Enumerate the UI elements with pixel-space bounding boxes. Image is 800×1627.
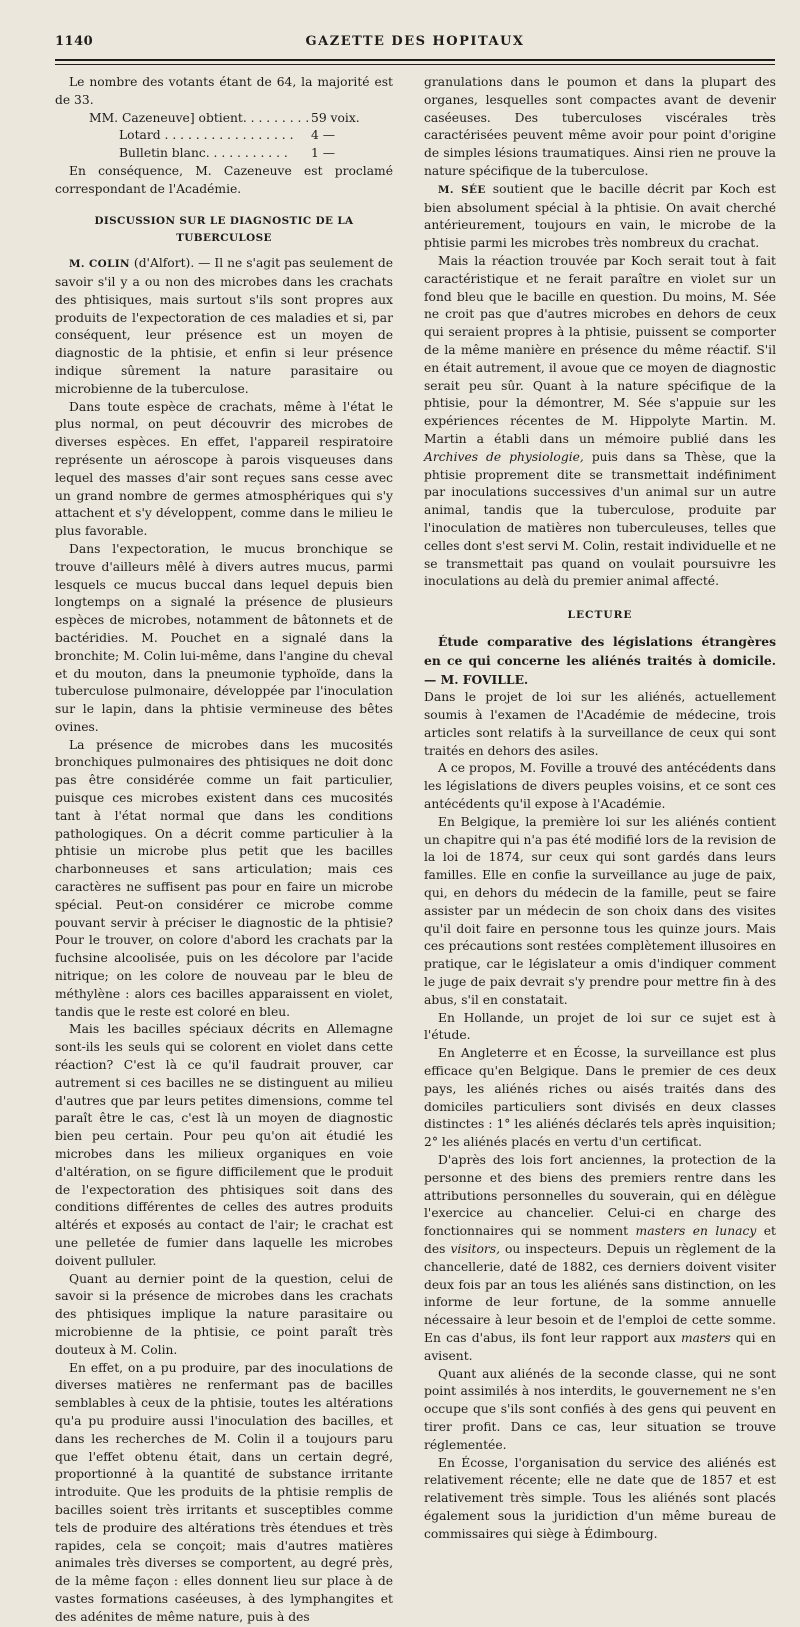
paragraph-text: (d'Alfort). — Il ne s'agit pas seulement de savoir s'il y a ou non des microbes dans les crachats des phtisiques, mais surtout s'ils sont propres aux produits de l'expectoration de ces maladies et si, par conséquent, leur présence est un moyen de diagnostic de la phtisie, et enfin si leur présence indique sûrement la nature parasitaire ou microbienne de la tuberculose. bbox=[55, 256, 393, 396]
page-number: 1140 bbox=[55, 34, 94, 49]
vote-candidate: Bulletin blanc. . . . . . . . . . . bbox=[119, 146, 288, 161]
paragraph-text: ou inspecteurs. Depuis un règlement de la chancellerie, daté de 1882, ces derniers doivent visiter deux fois par an tous les aliénés sans distinction, on les informe de leur fortune, de la somme annuelle nécessaire à leur besoin et de l'emploi de cette somme. En cas d'abus, ils font leur rapport aux bbox=[424, 1242, 776, 1345]
speaker-name: M. COLIN bbox=[69, 258, 130, 271]
paragraph-text: soutient que le bacille décrit par Koch est bien absolument spécial à la phtisie. On avait cherché antérieurement, toujours en vain, le microbe de la phtisie parmi les microbes très nombreux du crachat. bbox=[424, 181, 777, 251]
paragraph: Quant aux aliénés de la seconde classe, qui ne sont point assimilés à nos interdits, le gouvernement ne s'en occupe que s'ils sont confiés à des gens qui peuvent en tirer profit. Dans ce cas, leur situation se trouve réglementée. bbox=[424, 1366, 776, 1452]
paragraph bbox=[424, 1152, 776, 1366]
paragraph: Mais les bacilles spéciaux décrits en Allemagne sont-ils les seuls qui se colorent en violet dans cette réaction? C'est là ce qu'il faudrait prouver, car autrement si ces bacilles ne se distinguent au milieu d'autres que par leurs petites dimensions, comme tel paraît être le cas, c'est là un moyen de diagnostic bien peu certain. Pour peu qu'on ait étudié les microbes dans les milieux organiques en voie d'altération, on se figure difficilement que le produit de l'expectoration des phtisiques soit dans des conditions différentes de celles des autres produits altérés et exposés au contact de l'air; le crachat est une pelletée de fumier dans laquelle les microbes doivent pulluler. bbox=[55, 1022, 393, 1268]
paragraph: Dans toute espèce de crachats, même à l'état le plus normal, on peut découvrir des microbes de diverses espèces. En effet, l'appareil respiratoire représente un aéroscope à parois visqueuses dans lequel des masses d'air sont reçues sans cesse avec un grand nombre de germes atmosphériques qui s'y attachent et s'y développent, comme dans le milieu le plus favorable. bbox=[55, 399, 393, 539]
paragraph-text: et des bbox=[424, 1224, 777, 1256]
paragraph: A ce propos, M. Foville a trouvé des antécédents dans les législations de divers peuples voisins, et ce sont ces antécédents qu'il expose à l'Académie. bbox=[424, 761, 776, 812]
paragraph-text: puis dans sa Thèse, que la phtisie proprement dite se transmettait indéfiniment par inoculations successives d'un animal sur un autre animal, tandis que la tuberculose, produite par l'inoculation de matières non tuberculeuses, telles que celles dont s'est servi M. Colin, restait individuelle et ne se transmettait pas quand on voulait poursuivre les inoculations au delà du premier animal affecté. bbox=[424, 449, 776, 589]
vote-row bbox=[55, 145, 393, 163]
election-result: En conséquence, M. Cazeneuve est proclamé correspondant de l'Académie. bbox=[55, 163, 393, 196]
header-rule-thick bbox=[55, 59, 775, 61]
lecture-heading: LECTURE bbox=[567, 609, 633, 622]
paragraph bbox=[424, 181, 776, 253]
left-column bbox=[55, 74, 393, 1627]
paragraph-text: qui en avisent. bbox=[424, 1330, 776, 1363]
vote-count: 1 — bbox=[311, 146, 336, 161]
vote-count: 59 voix. bbox=[311, 110, 360, 125]
paragraph: Dans l'expectoration, le mucus bronchique se trouve d'ailleurs mêlé à divers autres mucus, parmi lesquels ce mucus buccal dans lequel depuis bien longtemps on a signalé la présence de plusieurs espèces de microbes, notamment de bâtonnets et de bactéridies. M. Pouchet en a signalé dans la bronchite; M. Colin lui-même, dans l'angine du cheval et du mouton, dans la pneumonie typhoïde, dans la tuberculose pulmonaire, développée par l'inoculation sur le lapin, dans la phtisie vermineuse des bêtes ovines. bbox=[55, 541, 393, 734]
paragraph-text: Mais la réaction trouvée par Koch serait tout à fait caractéristique et ne ferait paraître en violet sur un fond bleu que le bacille en question. Du moins, M. Sée ne croit pas que d'autres microbes en dehors de ceux qui seraient propres à la phtisie, puissent se comporter de la même manière en présence du même réactif. S'il en était autrement, il avoue que ce moyen de diagnostic serait peu sûr. Quant à la nature spécifique de la phtisie, pour la démontrer, M. Sée s'appuie sur les expériences récentes de M. Hippolyte Martin. M. Martin a établi dans un mémoire publié dans les bbox=[424, 253, 776, 446]
votes-intro: Le nombre des votants étant de 64, la majorité est de 33. bbox=[55, 75, 393, 107]
vote-candidate: MM. Cazeneuve] obtient. . . . . . . . . bbox=[89, 110, 310, 125]
journal-citation: Archives de physiologie, bbox=[424, 449, 584, 464]
vote-candidate: Lotard . . . . . . . . . . . . . . . . . bbox=[119, 128, 294, 143]
section-title: DISCUSSION SUR LE DIAGNOSTIC DE LA TUBERCULOSE bbox=[94, 214, 354, 245]
header-rule-thin bbox=[55, 64, 775, 65]
paragraph bbox=[55, 255, 393, 398]
paragraph: En Écosse, l'organisation du service des aliénés est relativement récente; elle ne date que de 1857 et est relativement très simple. Tous les aliénés sont placés également sous la juridiction d'un même bureau de commissaires qui siège à Édimbourg. bbox=[424, 1455, 776, 1541]
speaker-name: M. SÉE bbox=[438, 183, 486, 196]
paragraph: Quant au dernier point de la question, celui de savoir si la présence de microbes dans les crachats des phtisiques implique la nature parasitaire ou microbienne de la phtisie, ce point paraît très douteux à M. Colin. bbox=[55, 1271, 393, 1357]
vote-row bbox=[55, 127, 393, 145]
paragraph: La présence de microbes dans les mucosités bronchiques pulmonaires des phtisiques ne doit donc pas être considérée comme un fait particulier, puisque ces microbes existent dans ces mucosités tant à l'état normal que dans les conditions pathologiques. On a décrit comme particulier à la phtisie un microbe plus petit que les bacilles charbonneuses et sans articulation; mais ces caractères ne suffisent pas pour en faire un microbe spécial. Peut-on considérer ce microbe comme pouvant servir à préciser le diagnostic de la phtisie? Pour le trouver, on colore d'abord les crachats par la fuchsine alcoolisée, puis on les décolore par l'acide nitrique; on les colore de nouveau par le bleu de méthylène : alors ces bacilles apparaissent en violet, tandis que le reste est coloré en bleu. bbox=[55, 737, 393, 1019]
italic-term: visitors, bbox=[450, 1242, 501, 1256]
paragraph bbox=[424, 633, 776, 689]
paragraph: granulations dans le poumon et dans la plupart des organes, lesquelles sont compactes avant de devenir caséeuses. Des tuberculoses viscérales très caractérisées peuvent même avoir pour point d'origine de simples lésions traumatiques. Ainsi rien ne prouve la nature spécifique de la tuberculose. bbox=[424, 75, 776, 178]
paragraph: En effet, on a pu produire, par des inoculations de diverses matières ne renfermant pas de bacilles semblables à ceux de la phtisie, toutes les altérations qu'a pu produire aussi l'inoculation des bacilles, et dans les recherches de M. Colin il a toujours paru que l'effet obtenu était, dans un certain degré, proportionné à la quantité de substance irritante introduite. Que les produits de la phtisie remplis de bacilles soient très irritants et susceptibles comme tels de produire des altérations très étendues et très rapides, cela se conçoit; mais d'autres matières animales très diverses se comportent, au degré près, de la même façon : elles donnent lieu sur place à de vastes formations caséeuses, à des lymphangites et des adénites de même nature, puis à des bbox=[55, 1360, 393, 1624]
page-header bbox=[55, 34, 775, 54]
paragraph: Dans le projet de loi sur les aliénés, actuellement soumis à l'examen de l'Académie de médecine, trois articles sont relatifs à la surveillance de ceux qui sont traités en dehors des asiles. bbox=[424, 690, 776, 758]
paragraph: En Angleterre et en Écosse, la surveillance est plus efficace qu'en Belgique. Dans le premier de ces deux pays, les aliénés riches ou aisés traités dans des domiciles particuliers sont divisés en deux classes distinctes : 1° les aliénés déclarés tels après inquisition; 2° les aliénés placés en vertu d'un certificat. bbox=[424, 1046, 776, 1150]
vote-count: 4 — bbox=[311, 128, 336, 143]
paragraph-text: D'après des lois fort anciennes, la protection de la personne et des biens des premiers rentre dans les attributions personnelles du souverain, qui en délègue l'exercice au chancelier. Celui-ci en charge des fonctionnaires qui se nomment bbox=[424, 1153, 776, 1239]
journal-title: GAZETTE DES HOPITAUX bbox=[305, 34, 525, 49]
italic-term: masters en lunacy bbox=[635, 1224, 757, 1239]
paragraph bbox=[424, 253, 776, 591]
vote-row bbox=[55, 110, 393, 128]
lecture-title: Étude comparative des législations étrangères en ce qui concerne les aliénés traités à domicile. — M. FOVILLE. bbox=[424, 633, 776, 687]
right-column bbox=[424, 74, 776, 1544]
paragraph: En Hollande, un projet de loi sur ce sujet est à l'étude. bbox=[424, 1010, 776, 1043]
italic-term: masters bbox=[680, 1330, 731, 1345]
paragraph: En Belgique, la première loi sur les aliénés contient un chapitre qui n'a pas été modifié lors de la revision de la loi de 1874, sur ceux qui sont gardés dans leurs familles. Elle en confie la surveillance au juge de paix, qui, en dehors du médecin de la famille, peut se faire assister par un médecin de son choix dans des visites qu'il doit faire en personne tous les quinze jours. Mais ces précautions sont restées complètement illusoires en pratique, car le législateur a omis d'indiquer comment le juge de paix devrait s'y prendre pour mettre fin à des abus, s'il en constatait. bbox=[424, 814, 776, 1007]
